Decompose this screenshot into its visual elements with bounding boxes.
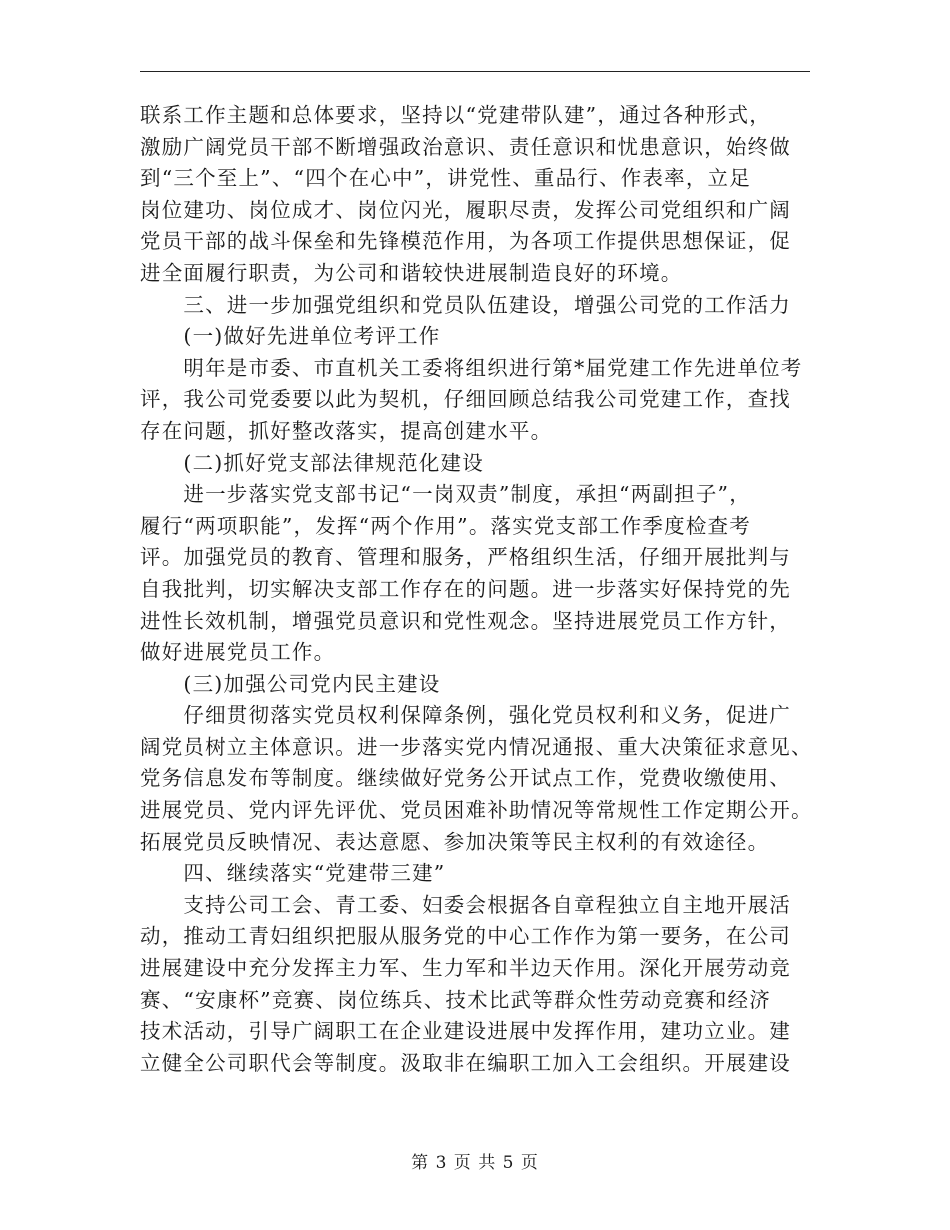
section-heading: 四、继续落实“党建带三建” [140, 861, 446, 886]
text-line: 到“三个至上”、“四个在心中”，讲党性、重品行、作表率，立足 [140, 166, 751, 191]
header-rule [140, 71, 810, 72]
text-line: 评。加强党员的教育、管理和服务，严格组织生活，仔细开展批判与 [140, 545, 791, 570]
text-line: 激励广阔党员干部不断增强政治意识、责任意识和忧患意识，始终做 [140, 134, 791, 159]
text-line: 进全面履行职责，为公司和谐较快进展制造良好的环境。 [140, 260, 683, 285]
text-line: 仔细贯彻落实党员权利保障条例，强化党员权利和义务，促进广 [140, 703, 791, 728]
text-line: 动，推动工青妇组织把服从服务党的中心工作作为第一要务，在公司 [140, 924, 791, 949]
text-line: 评，我公司党委要以此为契机，仔细回顾总结我公司党建工作，查找 [140, 387, 791, 412]
text-line: 立健全公司职代会等制度。汲取非在编职工加入工会组织。开展建设 [140, 1050, 791, 1075]
subsection-heading: (三)加强公司党内民主建设 [140, 671, 441, 696]
text-line: 拓展党员反映情况、表达意愿、参加决策等民主权利的有效途径。 [140, 829, 770, 854]
text-line: 进展建设中充分发挥主力军、生力军和半边天作用。深化开展劳动竞 [140, 956, 791, 981]
text-line: 阔党员树立主体意识。进一步落实党内情况通报、重大决策征求意见、 [140, 734, 813, 759]
text-line: 技术活动，引导广阔职工在企业建设进展中发挥作用，建功立业。建 [140, 1019, 791, 1044]
section-heading: 三、进一步加强党组织和党员队伍建设，增强公司党的工作活力 [140, 292, 791, 317]
text-line: 联系工作主题和总体要求，坚持以“党建带队建”，通过各种形式， [140, 103, 771, 127]
text-line: 党务信息发布等制度。继续做好党务公开试点工作，党费收缴使用、 [140, 766, 791, 791]
text-line: 自我批判，切实解决支部工作存在的问题。进一步落实好保持党的先 [140, 576, 791, 601]
body-text [140, 100, 816, 1079]
text-line: 赛、“安康杯”竞赛、岗位练兵、技术比武等群众性劳动竞赛和经济 [140, 987, 771, 1012]
page-footer [0, 1148, 950, 1173]
text-line: 进性长效机制，增强党员意识和党性观念。坚持进展党员工作方针， [140, 608, 791, 633]
text-line: 岗位建功、岗位成才、岗位闪光，履职尽责，发挥公司党组织和广阔 [140, 197, 791, 222]
text-line: 进一步落实党支部书记“一岗双责”制度，承担“两副担子”， [140, 482, 751, 507]
subsection-heading: (二)抓好党支部法律规范化建设 [140, 450, 484, 475]
text-line: 支持公司工会、青工委、妇委会根据各自章程独立自主地开展活 [140, 892, 791, 917]
text-line: 存在问题，抓好整改落实，提高创建水平。 [140, 418, 553, 443]
text-line: 党员干部的战斗保垒和先锋模范作用，为各项工作提供思想保证，促 [140, 229, 791, 254]
text-line: 明年是市委、市直机关工委将组织进行第*届党建工作先进单位考 [140, 355, 803, 380]
subsection-heading: (一)做好先进单位考评工作 [140, 324, 441, 349]
text-line: 履行“两项职能”，发挥“两个作用”。落实党支部工作季度检查考 [140, 513, 751, 538]
text-line: 做好进展党员工作。 [140, 640, 336, 665]
page-number: 第 3 页 共 5 页 [411, 1153, 539, 1173]
text-line: 进展党员、党内评先评优、党员困难补助情况等常规性工作定期公开。 [140, 798, 813, 823]
